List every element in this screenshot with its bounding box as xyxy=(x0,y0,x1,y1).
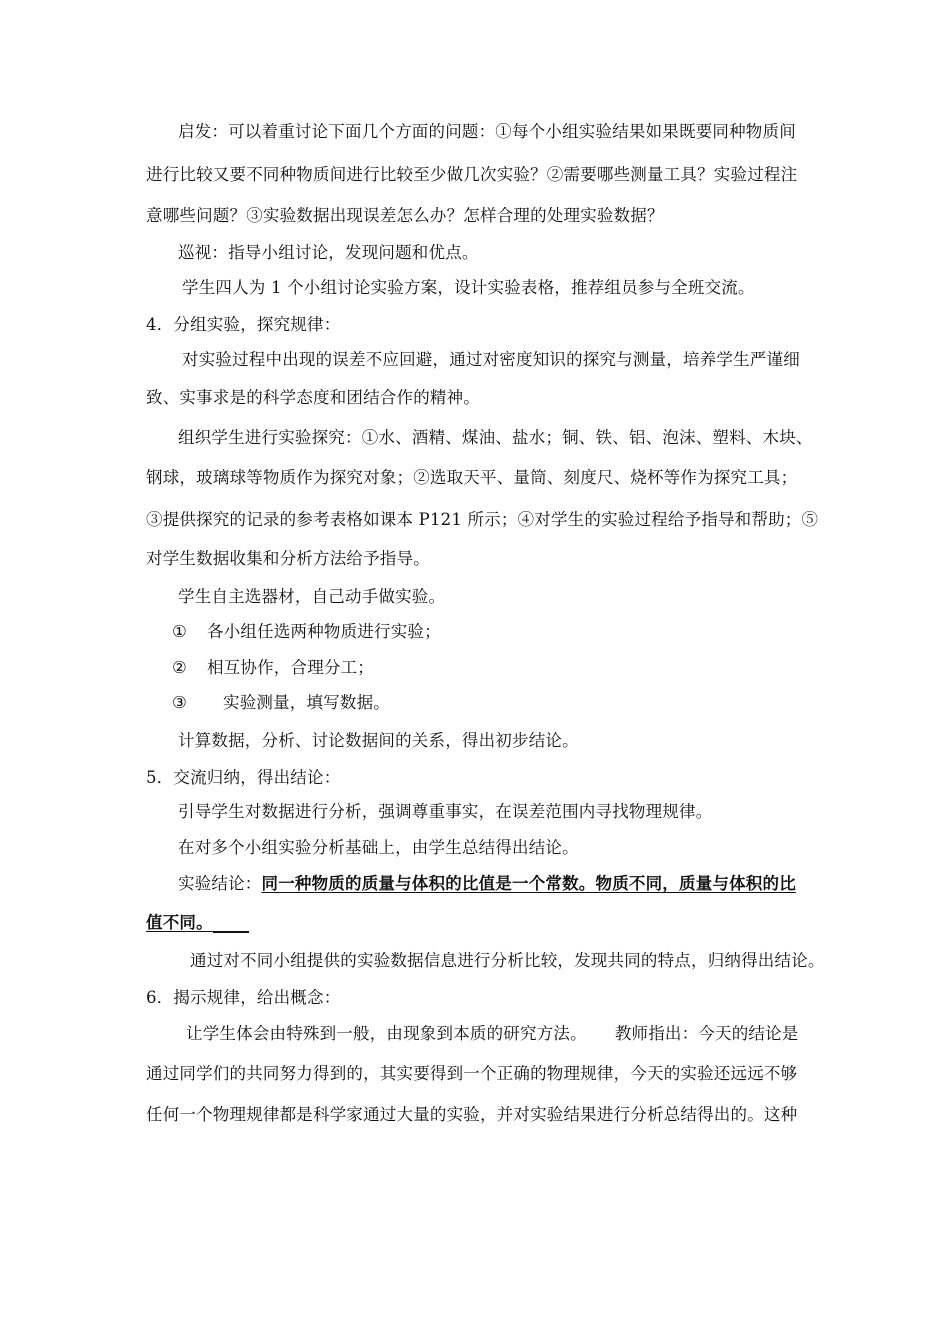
heading-section-4: 4．分组实验，探究规律： xyxy=(146,315,341,334)
list-item-marker: ① xyxy=(172,622,187,641)
method-text: 让学生体会由特殊到一般，由现象到本质的研究方法。 xyxy=(186,1024,587,1043)
list-item-text: 相互协作，合理分工； xyxy=(207,658,374,677)
paragraph-method-line-2: 通过同学们的共同努力得到的，其实要得到一个正确的物理规律，今天的实验还远远不够 xyxy=(146,1064,798,1083)
heading-section-6: 6．揭示规律，给出概念： xyxy=(146,988,341,1007)
paragraph-calculate: 计算数据，分析、讨论数据间的关系，得出初步结论。 xyxy=(178,731,579,750)
paragraph-method-line-3: 任何一个物理规律都是科学家通过大量的实验，并对实验结果进行分析总结得出的。这种 xyxy=(146,1105,798,1124)
paragraph-organize-line-4: 对学生数据收集和分析方法给予指导。 xyxy=(146,549,430,568)
paragraph-conclusion-line-1 xyxy=(178,874,826,894)
paragraph-organize-line-1: 组织学生进行实验探究：①水、酒精、煤油、盐水；铜、铁、铝、泡沫、塑料、木块、 xyxy=(178,428,813,447)
paragraph-self-select: 学生自主选器材，自己动手做实验。 xyxy=(178,587,446,606)
list-item xyxy=(172,693,826,713)
list-item-marker: ③ xyxy=(172,693,187,712)
paragraph-organize-line-3: ③提供探究的记录的参考表格如课本 P121 所示；④对学生的实验过程给予指导和帮助；⑤ xyxy=(146,510,819,529)
conclusion-text: 同一种物质的质量与体积的比值是一个常数。物质不同，质量与体积的比 xyxy=(261,874,796,893)
paragraph-error-line-1: 对实验过程中出现的误差不应回避，通过对密度知识的探究与测量，培养学生严谨细 xyxy=(182,350,800,369)
paragraph-guide-analysis: 引导学生对数据进行分析，强调尊重事实，在误差范围内寻找物理规律。 xyxy=(178,802,713,821)
conclusion-label: 实验结论： xyxy=(178,874,262,893)
paragraph-organize-line-2: 钢球，玻璃球等物质作为探究对象；②选取天平、量筒、刻度尺、烧杯等作为探究工具； xyxy=(146,468,798,487)
paragraph-conclusion-line-2 xyxy=(146,913,826,933)
list-item-marker: ② xyxy=(172,658,187,677)
paragraph-method-line-1 xyxy=(186,1024,826,1044)
paragraph-error-line-2: 致、实事求是的科学态度和团结合作的精神。 xyxy=(146,388,480,407)
list-item xyxy=(172,622,826,642)
paragraph-hint-line-3: 意哪些问题？③实验数据出现误差怎么办？怎样合理的处理实验数据？ xyxy=(146,206,664,225)
paragraph-hint-line-1: 启发：可以着重讨论下面几个方面的问题：①每个小组实验结果如果既要同种物质间 xyxy=(178,122,796,141)
paragraph-students-groups: 学生四人为 1 个小组讨论实验方案，设计实验表格，推荐组员参与全班交流。 xyxy=(182,278,755,297)
paragraph-patrol: 巡视：指导小组讨论，发现问题和优点。 xyxy=(178,243,479,262)
paragraph-compare: 通过对不同小组提供的实验数据信息进行分析比较，发现共同的特点，归纳得出结论。 xyxy=(190,951,825,970)
list-item xyxy=(172,658,826,678)
conclusion-text-continued: 值不同。 xyxy=(146,913,213,932)
list-item-text: 各小组任选两种物质进行实验； xyxy=(207,622,441,641)
paragraph-summary: 在对多个小组实验分析基础上，由学生总结得出结论。 xyxy=(178,838,579,857)
heading-section-5: 5．交流归纳，得出结论： xyxy=(146,768,341,787)
paragraph-hint-line-2: 进行比较又要不同种物质间进行比较至少做几次实验？②需要哪些测量工具？实验过程注 xyxy=(146,165,798,184)
teacher-note: 教师指出：今天的结论是 xyxy=(614,1024,799,1043)
list-item-text: 实验测量，填写数据。 xyxy=(223,693,390,712)
conclusion-underline-tail xyxy=(213,913,249,933)
